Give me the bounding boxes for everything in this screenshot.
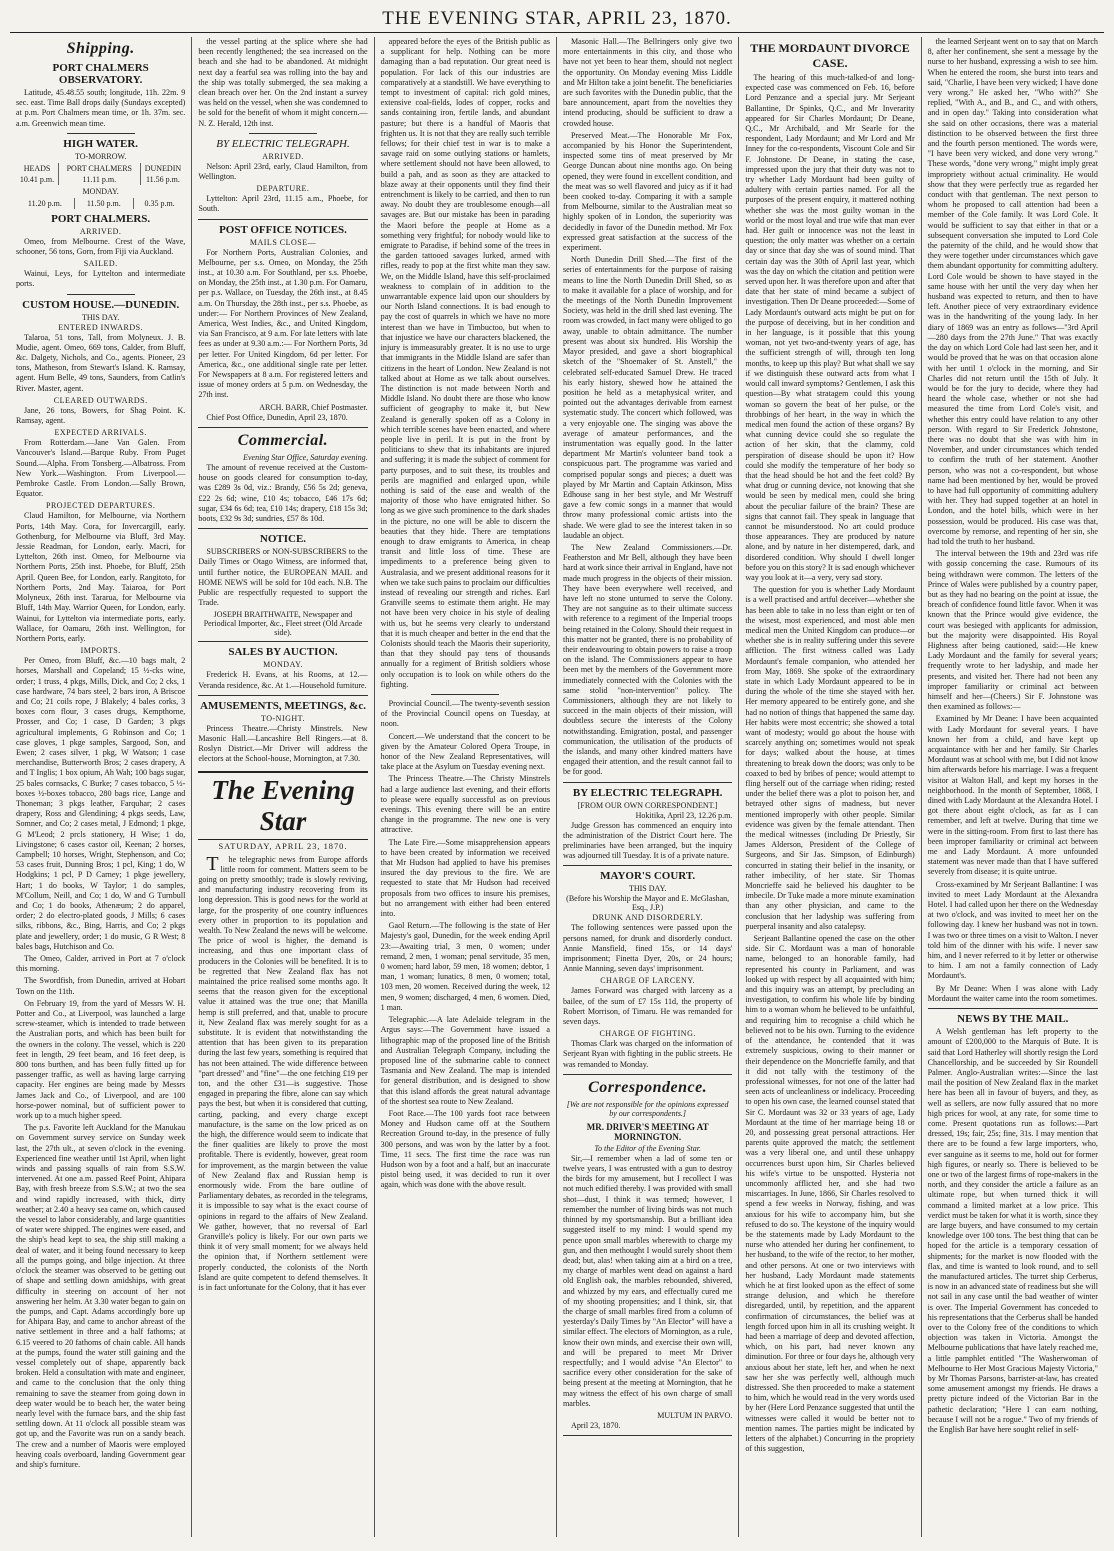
drunk-text: The following sentences were passed upon the persons named, for drunk and disorderly conduct. Annie Mansfield, fined 15s, or 14 days' imprisonment; Finetta Dyer, 20s, or 24 hours; Annie Manning, seven days' imprisonment. <box>562 923 733 974</box>
news-item: The Late Fire.—Some misapprehension appears to have been created by information we received that Mr Hudson had applied to have his premises insured the day previous to the fire. We are requested to state that Mr Hudson had received proposals from two offices to insure his premises, but no arrangement with either had been entered into. <box>380 837 550 919</box>
fight-label: CHARGE OF FIGHTING. <box>599 1029 696 1039</box>
divorce-continued: the learned Serjeant went on to say that on March 8, after her confinement, she sent a message by the nurse to her husband, expressing a wish to see him. When he entered the room, she burst into tears and said, "Charlie, I have been very wicked; I have done very wrong." He asked her, "Who with?" She replied, "With A., and B., and C., and with others, and in open day." Taking into consideration what she said on other occasions, there was a material distinction to be observed between the first three and the fourth person mentioned. The words were, "I have been very wicked, and done very wrong." These words, "done very wrong," might imply great impropriety without actual criminality. He would show that they were perfectly true as regarded her conduct with that gentleman. The next person to whom he proposed to call attention had been a member of the Cole family. It was Lord Cole. It would be sufficient to say that either in that or a subsequent conversation she imputed to Lord Cole the paternity of the child, and he would show that they were together under circumstances which gave them abundant opportunity for committing adultery. Lord Cole would be shown to have stayed in the same house with her until the very day when her husband was expected to return, and then to have left. Another piece of very extraordinary evidence was in the handwriting of the young lady. In her diary of 1869 was an entry as follows—"3rd April—280 days from the 27th June." That was exactly the day on which Lord Cole had last seen her, and it would be proved that he was on that occasion alone with her until 1 o'clock in the morning, and Sir Charles did not return until the 15th of July. It would be for the jury to decide, where they had heard the whole case, whether or not she had measured the time from Lord Cole's visit, and whether this entry could have relation to any other person. With regard to Sir Frederick Johnstone, there was no doubt that she was with him in November, and under circumstances which tended to confirm the truth of her statement. Another person, who was not a co-respondent, but whose name had been mentioned by her, would be proved to have had full opportunity of committing adultery with her. They had supped together at an hotel in London, and the hotel bills, which were in her possession, would be produced. His case was that, overcome by remorse, and repenting of her sin, she had told the truth to her husband. <box>927 37 1098 546</box>
columns <box>10 37 1104 1537</box>
shipping-news: The Swordfish, from Dunedin, arrived at Hobart Town on the 11th. <box>16 976 186 996</box>
tide-col-dunedin: DUNEDIN <box>144 163 182 173</box>
projected-label: PROJECTED DEPARTURES. <box>46 501 156 511</box>
auction-day: MONDAY. <box>263 660 303 670</box>
tide-row-tomorrow <box>16 174 185 185</box>
divider <box>431 694 499 695</box>
tide-cell: 10.41 p.m. <box>16 174 59 185</box>
tide-cell: 11.20 p.m. <box>16 198 74 209</box>
news-item: Telegraphic.—A late Adelaide telegram in the Argus says:—The Government have issued a lithographic map of the proposed line of the British and Australian Telegraph Company, including the proposed line of the submarine cable to connect Tasmania and New Zealand. The map is intended for general distribution, and is designed to show that this island affords the great natural advantage of the shortest sea route to New Zealand. <box>380 1015 550 1106</box>
amusements-heading: AMUSEMENTS, MEETINGS, &c. <box>200 699 366 712</box>
letter-heading: MR. DRIVER'S MEETING AT MORNINGTON. <box>586 1121 709 1142</box>
tide-cell: 0.35 p.m. <box>144 198 175 208</box>
imports-text: Per Omeo, from Bluff, &c.—10 bags malt, 2 horses, Marshall and Copeland; 15 ½-cks wine, order; 1 truss, 4 pkgs, Mills, Dick, and Co; 2 cks, 1 case hardware, 74 bars steel, 2 bars iron, A Briscoe and Co; 21 coils rope, J Blakely; 4 bales corks, 3 boxes corn flour, 3 cases drugs, Kempthorne, Prosser, and Co; 1 case, D Garden; 3 pkgs agricultural implements, G Robinson and Co; 1 case gloves, 1 pkge samples, Sargood, Son, and Ewen; 2 cases silver, 1 pkg, W Watson; 1 case merchandise, Butterworth Bros; 2 cases drapery, A and T Inglis; 1 box opium, Ah Wah; 100 bags sugar, 25 bales cornsacks, C Burke; 7 cases tobacco, 5 ½-boxes ½-boxes tobacco, 280 bags rice, Lange and Thoneman; 3 pkgs leather, Farquhar; 2 cases drapery, Ross and Glendining; 4 pkgs seeds, Law, Somner, and Co; 2 cases metal, J Edmond; 1 pkge, G M'Leod; 2 prcls stationery, H Wise; 1 do, Livingstone; 6 cases castor oil, Keenan; 2 horses, Campbell; 10 horses, Wright, Stephenson, and Co; 53 cases fruit, Dunning Bros; 1 pcl, King; 1 do, W Hodgkins; 1 pcl, P D Carney; 1 pkge jewellery, Hart; 1 do books, W Taylor; 1 do samples, M'Collum, Neill, and Co; 1 do, W and G Turnbull and Co; 1 do books, Athenæum; 2 do apparel, order; 2 do electro-plated goods, J Mills; 6 cases silks, ribbons, &c., Bing, Harris, and Co; 2 pkgs plate and jewellery, order; 1 do music, G R West; 8 bales bags, Hutchison and Co. <box>16 656 186 951</box>
divider <box>928 1008 1098 1009</box>
amusements-text: Princess Theatre.—Christy Minstrels. New Masonic Hall.—Lancashire Bell Ringers.—at 8. Roslyn District.—Mr Driver will address the electors at the School-house, Mornington, at 7.30. <box>198 723 368 764</box>
news-item: Gaol Return.—The following is the state of Her Majesty's gaol, Dunedin, for the week ending April 23:—Awaiting trial, 3 men, 0 women; under remand, 2 men, 1 woman; penal servitude, 35 men, 0 women; hard labor, 59 men, 18 women; debtor, 1 man, 1 woman; lunatics, 8 men, 0 women; total, 103 men, 20 women. Received during the week, 12 men, 9 women; discharged, 4 men, 6 women. Died, 1 man. <box>380 921 550 1012</box>
letter-date: April 23, 1870. <box>570 1420 621 1430</box>
entered-text: Talaroa, 51 tons, Tall, from Molyneux. J. B. Mudie, agent. Omeo, 669 tons, Calder, from Bluff, &c. Dalgety, Nichols, and Co., agents. Pioneer, 23 tons, Matheson, from Stewart's Island. K. Ramsay, agent. Hum Belle, 49 tons, Saunders, from Catlin's River. Master, agent. <box>16 332 186 393</box>
amusements-day: TO-NIGHT. <box>261 713 305 723</box>
divorce-continued: Examined by Mr Deane: I have been acquainted with Lady Mordaunt for several years. I have known her from a child, and have kept up acquaintance with her and her family. Sir Charles Mordaunt was at school with me, but I did not know him afterwards before his marriage. I was a frequent visitor at Walton Hall, and kept my horses in the neighborhood. In the month of September, 1868, I dined with Lady Mordaunt at the Alexandra Hotel. I got there about eight o'clock, as far as I can remember, and left at twelve. During that time we were in the sitting-room. From first to last there has been improper familiarity or criminal act between me and Lady Mordaunt. A more unfounded statement was never made than that I have suffered severely from disease; it is quite untrue. <box>927 714 1098 877</box>
auction-text: Frederick H. Evans, at his Rooms, at 12.—Veranda residence, &c. At 1.—Household furniture. <box>198 670 368 690</box>
telegraph-arrived-text: Nelson: April 23rd, early, Claud Hamilton, from Wellington. <box>198 161 368 182</box>
divider <box>198 219 367 220</box>
mail-text: A Welsh gentleman has left property to the amount of £200,000 to the Marquis of Bute. It is said that Lord Hatherley will shortly resign the Lord Chancellorship, and be succeeded by Sir Roundell Palmer. Anglo-Australian writes:—Since the last mail the position of New Zealand flax in the market here has been all in favour of buyers, and they, as well as sellers, are now fully assured that no more high prices for wool, at any rate, for some time to come. Present quotations run as follows:—Part dressed, 19s; fair, 25s; fine, 31s. I may mention that there are to be found a few large importers, who, ever sanguine as it seems to me, hold out for former high figures, or nearly so. There is believed to be one or two of the largest firms of rope-makers in the north, and they consider the article a failure as an ultimate rope, but when turned thick it will command a limited market at a low price. This verdict must be taken for what it is worth, since they are large buyers, and have consumed to my certain knowledge over 100 tons. The best thing that can be hoped for the article is a temporary cessation of shipments; for the market is now flooded with the flax, and time is wanted to look round, and to sell the manufactured articles. The turret ship Cerberus, is now in an advanced state of readiness but she will not sail in any case until the bad weather of winter is over. The Imperial Government has conceded to his representations that the Cerberus shall be handed over to the Colony free of the conditions to which objection was taken in Victoria. Amongst the Melbourne publications that have lately reached me, a little pamphlet entitled "The Washerwoman of Melbourne to Her Most Gracious Majesty Victoria," by Mr Thomas Parsons, barrister-at-law, has created some amusement amongst my friends. He draws a pretty picture indeed of the Victorian Bar in the pathetic declaration; "Here I can earn nothing, because I will not be a rogue." Two of my friends of the English Bar have here sought relief in self- <box>927 1027 1098 1435</box>
letter-to: To the Editor of the Evening Star. <box>594 1143 701 1153</box>
tide-col-heads: HEADS <box>16 163 59 174</box>
telegraph-departure-text: Lyttelton: April 23rd, 11.15 a.m., Phoebe, for South. <box>198 194 368 214</box>
mayor-court-day: THIS DAY. <box>628 884 667 894</box>
divider <box>563 1435 732 1436</box>
divider <box>563 1074 732 1075</box>
projected-text: Claud Hamilton, for Melbourne, via Northern Ports, 14th May. Cora, for Invercargill, early. Gothenburg, for Melbourne via Bluff, 3rd May. Jessie Readman, for London, early. Macri, for Lyttelton, 26th inst. Omeo, for Melbourne via Northern Ports, 25th inst. Phoebe, for Bluff, 25th April. Queen Bee, for London, early. Rangitoto, for Northern Ports, 2nd May. Taiaroa, for Port Molyneux, 26th inst. Tararua, for Melbourne via Bluff, 14th May. Warrior Queen, for London, early. Wainui, for Lyttelton via intermediate ports, early. Wallace, for Oamaru, 26th inst. Wellington, for Northern Ports, early. <box>16 511 186 643</box>
column-1 <box>10 37 192 1537</box>
telegraph-arrived-label: ARRIVED. <box>262 151 304 161</box>
column-3 <box>375 37 557 1537</box>
paper-date: SATURDAY, APRIL 23, 1870. <box>218 841 348 851</box>
commercial-heading: Commercial. <box>237 431 329 449</box>
entered-label: ENTERED INWARDS. <box>58 322 144 332</box>
news-item: Preserved Meat.—The Honorable Mr Fox, accompanied by his Honor the Superintendent, inspected some tins of meat preserved by Mr George Duncan about nine months ago. On being opened, they were found in excellent condition, and the meat was so well flavored and juicy as if it had been cooked to-day. Comparing it with a sample from Melbourne, similar to the Australian meat so highly spoken of in London, the superiority was decidedly in favor of the Dunedin method. Mr Fox expressed great satisfaction at the success of the experiment. <box>562 130 733 253</box>
divider <box>249 133 317 134</box>
divider <box>563 865 732 866</box>
telegraph-heading: BY ELECTRIC TELEGRAPH. <box>216 137 350 150</box>
column-6 <box>922 37 1104 1537</box>
divider <box>67 133 135 134</box>
letter-sign: MULTUM IN PARVO. <box>657 1410 733 1420</box>
commercial-text: The amount of revenue received at the Custom-house on goods cleared for consumption to-day, was £289 3s 0d, viz.: Brandy, £56 5s 2d; geneva, £22 2s 6d; wine, £10 4s; tobacco, £46 17s 6d; sugar, £34 6s 6d; tea, £10 14s; drapery, £18 15s 3d; boots, £32 9s 3d; sundries, £57 8s 10d. <box>198 462 368 523</box>
arrived-label: ARRIVED. <box>79 226 122 236</box>
news-item: North Dunedin Drill Shed.—The first of the series of entertainments for the purpose of raising means to line the North Dunedin Drill Shed, so as to make it available for a place of worship, and for the meetings of the North Dunedin Improvement Society, was held in the drill shed last evening. The room was crowded, in fact many were obliged to go away, unable to obtain admittance. The number present was about six hundred. His Worship the Mayor presided, and gave a short biographical sketch of the "Shoemaker of St. Anstell," the celebrated self-educated Samuel Drew. He traced his early history, shewed how he attained the position he held as a metaphysical writer, and pointed out the advantages derivable from earnest systematic study. The concert which followed, was a very enjoyable one. The singing was above the average of amateur performances, and the instrumentation was equally good. In the latter department Mr Martin's volunteer band took a conspicuous part. The programme was varied and comprised popular songs and pieces; a duett was played by Mr Martin and Captain Atkinson, Miss Edhouse sang in her best style, and Mr Westruff gave a few comic songs in a manner that would throw many professional comic artists into the shade. We were glad to see the interest taken in so laudable an object. <box>562 255 733 540</box>
editorial-continued: appeared before the eyes of the British public as a supplicant for help. Nothing can be more damaging than a bad reputation. Our great need is population. For lack of this our industries are comparatively at a standstill. We have everything to tempt to investment of capital: rich gold mines, extensive coal-fields, lodes of copper, rocks and sands containing iron, fertile lands, and abundant pasture; but there is a handful of Maoris that frighten us. It is not that they are really such terrible fellows; for their chief test in war is to make a savage raid on some outlying stations or hamlets, where settlement should not have been allowed, to build a pah, and as soon as they are attacked to blaze away at their opponents until they find their entrenchment is likely to be carried, and then to run away. No doubt they are troublesome enough—all savages are. But our mistake has been in parading the Maori before the people at Home as a something very frightful; for nobody would like to emigrate to Paradise, if behind some of the trees in the garden tattooed savages lurked, armed with rifles, ready to pop at the first white man they saw. We, on the Middle Island, have this self-proclaimed weakness to complain of in addition to the unwarrantable expence laid upon our shoulders by our North Island connections. It is bad enough to pay the cost of quarrels in which we have no more interest than we have in Timbuctoo, but when to that injustice we have our characters blackened, the injury is immeasurably greater. It is no use to urge that immigrants in the Middle Island are safer than citizens in the heart of London. New Zealand is not talked about at Home as we talk about ourselves. The distinction is not made between North and Middle Island. No doubt there are those who know sufficient of geography to make it, but New Zealand is generally spoken off as a Colony in which terrible scenes have been enacted, and where people live in peril. It is put in the front by politicians to shew that its inhabitants are injured and suffering; it is made the subject of comment for party purposes, and to suit these, its troubles and perils are magnified and enlarged upon, while nothing is said of the ease and wealth of the majority of those who have emigrated hither. So long as we give such prominence to the dark shades in the picture, no one will be able to discern the beauties that they hide. There are temptations enough to draw emigrants to America, in cheap transit and little loss of time. These are impediments to a preference being given to Australasia, and we present additional reasons for it when we take such pains to proclaim our difficulties instead of revealing our strength and riches. Earl Granville seems to estimate them aright. He may not have been very choice in his style of dealing with us, but he seems very clearly to understand that it is much cheaper and better in the end that the Colonists should teach the Maoris their superiority, than that they should pay tens of thousands annually for a regiment of British soldiers whose only occupation is to look on while others do the fighting. <box>380 37 550 689</box>
cleared-text: Jane, 26 tons, Bowers, for Shag Point. K. Ramsay, agent. <box>16 405 186 426</box>
news-item: Foot Race.—The 100 yards foot race between Money and Hudson came off at the Southern Recreation Ground to-day, in the presence of fully 300 persons, and was won by the latter by a foot. Time, 11 secs. The first time the race was run Hudson won by a foot and a half, but an inaccurate pistol being used, it was decided to run it over again, which was done with the above result. <box>380 1108 550 1190</box>
sailed-label: SAILED. <box>83 259 118 269</box>
divider <box>198 641 367 642</box>
tide-table-monday <box>16 198 185 209</box>
cleared-label: CLEARED OUTWARDS. <box>53 395 148 405</box>
paper-title: The Evening Star <box>198 771 367 840</box>
divorce-continued: The interval between the 19th and 23rd was rife with gossip concerning the case. Rumours of its being withdrawn were common. The letters of the Prince of Wales were published by a country paper, but as they had no bearing on the point at issue, the breach of confidence found little favor. When it was known that the Prince would give evidence, the court was besieged with applicants for admission, but the majority were disappointed. His Royal Highness after being cautioned, said:—He knew Lady Mordaunt and the family for several years; frequently wrote to her ladyship, and made her presents, and visited her. There had not been any improper familiarity or criminal act between himself and her—(Cheers.) Sir F. Johnstone was then examined as follows:— <box>927 549 1098 712</box>
notice-sign: JOSEPH BRAITHWAITE, Newspaper and Periodical Importer, &c., Fleet street (Old Arcade side). <box>203 610 363 638</box>
drunk-label: DRUNK AND DISORDERLY. <box>592 913 703 923</box>
divider <box>563 782 732 783</box>
tide-cell: 11.11 p.m. <box>59 174 140 185</box>
observatory-text: Latitude, 45.48.55 south; longitude, 11h. 22m. 9 sec. east. Time Ball drops daily (Sundays excepted) at p.m. Port Chalmers mean time, or 1h. 37m. sec. a.m. Greenwich mean time. <box>16 88 186 128</box>
tide-header-row <box>16 163 185 174</box>
telegraph-heading: BY ELECTRIC TELEGRAPH. <box>572 786 723 799</box>
tide-heading: HIGH WATER. <box>63 137 139 150</box>
divorce-text: The hearing of this much-talked-of and long-expected case was commenced on Feb. 16, before Lord Penzance and a special jury. Mr Serjeant Ballantine, Dr Spinks, Q.C., and Mr Inverarity appeared for Sir Charles Mordaunt; Dr Deane, Q.C., Mr Archibald, and Mr Searle for the respondent, Lady Mordaunt; and Mr Lord and Mr Inney for the co-respondents, Viscount Cole and Sir F. Johnstone. Dr Deane, in stating the case, impressed upon the jury that their duty was not to try whether Lady Mordaunt had been guilty of adultery with certain parties named. For all the purposes of the present enquiry, it mattered nothing whether she was the most guilty woman in the world or the most loyal and true wife that man ever had. Her guilt or innocence was not the least in question; the only matter was whether on a certain day or since that day she was of sound mind. That certain day was the 30th of April last year, which was the day on which the citation and petition were served upon her. It was therefore upon and after that date that her state of mind became a subject of investigation. Then Dr Deane proceeded:—Some of Lady Mordaunt's outward acts might be put on for the purpose of deceiving, but in her condition and in her language, is it possible that this young woman, not yet two-and-twenty years of age, has the sufficient strength of will, through ten long months, to keep up this play? But what shall we say if we distinguish these outward acts from what I would call inward symptoms? Gentlemen, I ask this question—By what stratagem could this young woman so govern the beat of her pulse, or the throbbings of her heart, in the way in which the medical men found the action of these organs? By what cunning device could she so regulate the action of her skin, that the clammy, cold perspiration of disease should be upon it? How could she modify the temperature of her body so that the head should be hot and the feet cold? By what drug or cunning device, not knowing that she would be seen by medical men, could she bring about the peculiar failure of the brain? These are signs that cannot fail. They speak in language that cannot be misunderstood. No art could produce those appearances. They are produced by nature alone, and by nature in her distempered, dark, and disordered condition. Why should I dwell longer before you on this story? It is sad enough whichever way you look at it—a very, very sad story. <box>745 73 915 582</box>
expected-label: EXPECTED ARRIVALS. <box>54 428 147 438</box>
tide-monday-label: MONDAY. <box>82 186 119 196</box>
mayor-court-before: (Before his Worship the Mayor and E. McGlashan, Esq., J.P.) <box>566 894 730 913</box>
shipping-news: The Omeo, Calder, arrived in Port at 7 o'clock this morning. <box>16 954 186 974</box>
divorce-continued: By Mr Deane: When I was alone with Lady Mordaunt the waiter came into the room sometimes. <box>927 983 1098 1003</box>
telegraph-departure-label: DEPARTURE. <box>256 184 310 194</box>
observatory-heading: PORT CHALMERS OBSERVATORY. <box>52 62 149 86</box>
notice-text: SUBSCRIBERS or NON-SUBSCRIBERS to the Daily Times or Otago Witness, are informed that, until further notice, the EUROPEAN MAIL and HOME NEWS will be sold for 10d each. N.B. The Public are respectfully requested to support the Trade. <box>198 547 368 608</box>
letter-text: Sir,—I remember when a lad of some ten or twelve years, I was entrusted with a gun to destroy the birds for my amusement, but I recollect I was not much edified thereby. I was provided with small shot—dust, I think it was termed; however, I remember the number of living birds was not much thinned by my sportsmanship. But a brilliant idea suggested itself to my mind: I would spend my pence upon small marbles wherewith to charge my gun, and then methought I would surely shoot them dead; but, alas! when taking aim at a bird on a tree, my charge of marbles went dead on against a hard old English oak, the marbles rebounded, shivered, and whizzed by my ears, and effectually cured me of my shooting propensities; and I think, sir, that the charge of small marbles fired from a column of yesterday's Daily Times by "An Elector" will have a similar effect. The electors of Mornington, as a rule, know their own minds, and exercise their own will, and will be prepared to meet Mr Driver respectfully; and I would advise "An Elector" to sacrifice every other consideration for the sake of being present at the meeting at Mornington, that he may witness the effect of his own charge of small marbles. <box>562 1153 733 1408</box>
news-item: The New Zealand Commissioners.—Dr. Featherston and Mr Bell, although they have been hard at work since their arrival in England, have not made much progress in the objects of their mission. They have been everywhere well received, and have left no stone unturned to serve the Colony. They are not sanguine as to their ultimate success with reference to a regiment of the Imperial troops being retained in the Colony. Should their request in this matter not be granted, there is no probability of their endeavouring to obtain powers to raise a troop on the island. The Commissioners appear to have been met by the members of the Government more immediately connected with the Colonies with the same stolid "non-intervention" policy. The Commissioners, although they are not likely to succeed in the main objects of their mission, will doubtless secure the interests of the Colony notwithstanding. Emigration, postal, and passenger communication, the utilisation of the products of the islands, and many other kindred matters have engaged their attention, and the result cannot fail to be for good. <box>562 542 733 777</box>
tide-row-monday <box>16 198 185 209</box>
expected-text: From Rotterdam.—Jane Van Galen. From Vancouver's Island.—Barque Ruby. From Puget Sound.—Alpha. From Tonsberg.—Albatross. From New York.—Washington. From Liverpool.—Pembroke Castle. From London.—Sally Brown, Equator. <box>16 438 186 499</box>
post-office-sign: ARCH. BARR, Chief Postmaster. <box>259 402 368 412</box>
tide-col-port: PORT CHALMERS <box>59 163 140 174</box>
divider <box>198 528 367 529</box>
fight-text: Thomas Clark was charged on the information of Serjeant Ryan with fighting in the public streets. He was remanded to Monday. <box>562 1039 733 1069</box>
telegraph-place: Hokitika, April 23, 12.26 p.m. <box>635 810 733 820</box>
post-office-text: For Northern Ports, Australian Colonies, and Melbourne, per s.s. Omeo, on Monday, the 25th inst., at 10.30 a.m. For Southland, per s.s. Phoebe, on Monday, the 25th inst., at 1.30 p.m. For Oamaru, per p.s. Wallace, on Tuesday, the 26th inst., at 8.45 a.m. On Thursday, the 28th inst., per s.s. Phoebe, as under:— For Northern Provinces of New Zealand, America, West Indies, &c., and United Kingdom, via San Francisco, at 9 a.m. For late letters with late fees as under at 9.30 a.m.:— For Northern Ports, 3d per letter. For United Kingdom, 6d per letter. For America, &c., one additional single rate per letter. For Newspapers at 8 a.m. For registered letters and issue of money orders at 5 p.m. on Wednesday, the 27th inst. <box>198 247 368 400</box>
mail-heading: NEWS BY THE MAIL. <box>957 1013 1069 1026</box>
divorce-text: The question for you is whether Lady Mordaunt is a well practised and artful deceiver—whether she has been able to take in no less than eight or ten of the wisest, most experienced, and most able men medical men the United Kingdom can produce—or whether she is in reality suffering under this severe affliction. The first witness called was Lady Mordaunt's female companion, who attended her from May, 1869. She spoke of the extraordinary state in which Lady Mordaunt appeared to be in during the whole of the time she stayed with her. Her memory appeared to be entirely gone, and she had no notion of things that happened the same day. Her habits were most eccentric; she showed a total want of modesty; would go about the house with scarcely anything on; sometimes would not speak for days; walked about the house, at times threatening to break down the doors; was only to be coaxed to bed by bribes of pence; would attempt to fling herself out of the carriage when riding; rested under the belief there was a plot to poison her, and betrayed other signs of madness, but never mentioned improperly with other people. Similar evidence was given by the female attendant. Then the medical witnesses (including Dr Priestly, Sir James Alderson, President of the College of Surgeons, and Sir Jas. Simpson, of Edinburgh) concurred in stating their belief in the insanity, or rather imbecility, of her state. Sir Thomas Moncrieffe said he believed his daughter to be imbecile. Dr Tuke made a more minute examination than any other physician, and came to the conclusion that her ladyship was suffering from puerperal insanity and also catalepsy. <box>745 585 915 931</box>
tide-cell: 11.50 p.m. <box>74 198 133 209</box>
sailed-text: Wainui, Leys, for Lyttelton and intermediate ports. <box>16 269 186 289</box>
commercial-office: Evening Star Office, Saturday evening. <box>243 452 368 462</box>
post-office-heading: POST OFFICE NOTICES. <box>219 223 347 236</box>
news-item: Provincial Council.—The twenty-seventh session of the Provincial Council opens on Tuesday, at noon. <box>380 699 550 729</box>
tide-table <box>16 163 185 185</box>
custom-day: THIS DAY. <box>81 312 120 322</box>
news-item: Concert.—We understand that the concert to be given by the Amateur Colored Opera Troupe, in honor of the New Zealand Representatives, will take place at the Asylum on Tuesday evening next. <box>380 731 550 772</box>
column-2 <box>192 37 374 1537</box>
divider <box>198 695 367 696</box>
custom-heading: CUSTOM HOUSE.—DUNEDIN. <box>22 298 180 311</box>
shipping-news: On February 19, from the yard of Messrs W. H. Potter and Co., at Liverpool, was launched a large screw-steamer, which is intended to trade between the Australian ports, and which has been built for the owners in the colony. The vessel, which is 220 feet in length, 29 feet beam, and 16 feet deep, is 800 tons burthen, and has been fully fitted up for passenger traffic, as well as having large carrying capacity. Her engines are being made by Messrs James Jack and Co., of Liverpool, and are 100 horse-power nominal, but of sufficient power to work up to a much higher speed. <box>16 998 186 1121</box>
telegraph-text: Judge Gresson has commenced an enquiry into the administration of the District Court here. The preliminaries have been arranged, but the inquiry was adjourned till Tuesday. It is of a private nature. <box>562 820 733 861</box>
news-item: The Princess Theatre.—The Christy Minstrels had a large audience last evening, and their efforts to please were equally successful as on previous evenings. This evening there will be an entire change in the programme. The new one is very attractive. <box>380 774 550 835</box>
tide-tomorrow-label: TO-MORROW. <box>74 151 127 161</box>
editorial-text: The telegraphic news from Europe affords little room for comment. Matters seem to be going on pretty smoothly; trade is slowly reviving, and manufacturing industry recovering from its long depression. This is good news for the world at large, for the prosperity of one country influences every other in proportion to its population and wealth. To New Zealand the news will be welcome. The price of wool is higher, the demand is increasing, and thus one important class of producers in the Colonies will be benefited. It is to be regretted that New Zealand flax has not maintained the price realised some months ago. It seems that the reason given for the exceptional value it attained was the true one; that Manilla hemp is still preferred, and that, unable to procure it, New Zealand flax was merely sought for as a substitute. It is evident that notwithstanding the attention that has been given to its preparation during the last few years, something is required that has not been attained. The wide difference between "part dressed" and "fine"—the one fetching £19 per ton, and the other £31—is suggestive. Those engaged in preparing the fibre, alone can say which pays the best, but when it is considered that cutting, carting, packing, and every charge except manufacture, is the same on the low priced as on the high, the difference would seem to indicate that the finer qualities are likely to prove the most profitable. There is evidently, however, great room for improvement, as the margin between the value of New Zealand flax and Russian hemp is enormously wide. From the bare outline of Parliamentary debates, as recorded in the telegrams, it is impossible to say what is the exact course of opinions in regard to the affairs of New Zealand. We gather, however, that no reversal of Earl Granville's policy is likely. For our own parts we think it of very small moment; for we always held the opinion that, if Northern settlement were properly conducted, the colonists of the North Island are quite competent to defend themselves. It is in fact unfortunate for the Colony, that it has ever <box>198 852 368 1293</box>
post-office-date: Chief Post Office, Dunedin, April 23, 1870. <box>206 412 348 422</box>
tide-cell: 11.56 p.m. <box>145 174 180 184</box>
shipping-heading: Shipping. <box>66 40 135 57</box>
post-office-sub: MAILS CLOSE— <box>249 237 317 247</box>
divorce-text: Serjeant Ballantine opened the case on the other side. Sir C. Mordaunt was a man of honorable name, belonged to an honorable family, had represented his county in Parliament, and was looked up with respect by all acquainted with him; and this inquiry was an attempt, by precluding an investigation, to confirm his whole life by binding him to a woman whom he believed to be unfaithful, and requiring him to recognise a child which he believed not to be his own. Turning to the evidence of the attendance, he contended that it was extremely suspicious, owing to their manner or their dependence on the Moncrieffe family, and that it did not tally with the testimony of the professional witnesses, for not one of the latter had seen acts of uncleanliness or indelicacy. Proceeding to open his own case, the learned counsel stated that Sir C. Mordaunt was 32 or 33 years of age, Lady Mordaunt at the time of her marriage being 18 or 20, and possessing great personal attractions. Her parents quite approved the match; the settlement was a very liberal one, and until these unhappy occurrences burst upon him, Sir Charles believed his wife's virtue to be unspotted. Hysteria not uncommonly afflicted her, and she had two miscarriages. In June, 1866, Sir Charles resolved to spend a few weeks in Norway, fishing, and was anxious for his wife to accompany him, but she refused to do so. The keystone of the inquiry would be the statements made by Lady Mordaunt to the nurse who attended her during her confinement, to her husband, to the wife of the rector, to her mother, and other persons. At one or two interviews with her husband, Lady Mordaunt made statements which he at first looked upon as the effect of some strange delusion, and which he therefore disregarded, until, by repetition, and the apparent confirmation of circumstances, the belief was at length forced upon him in all its crushing weight. It had been a marriage of deep and devoted affection, which, on his part, had never known any diminution. For three or four days he, although very anxious about her state, left her, and when he next saw her she was perfectly well, although much distressed. She then proceeded to make a statement to him, which he would read in the very words used by her (Here Lord Penzance suggested that until the witnesses were called it would be better not to mention names. The parties might be indicated by letters of the alphabet.) Concurring in the propriety of this suggestion, <box>745 934 915 1454</box>
telegraph-sub: [FROM OUR OWN CORRESPONDENT.] <box>577 800 718 810</box>
larceny-label: CHARGE OF LARCENY. <box>600 976 696 986</box>
divider <box>198 427 367 428</box>
column-4 <box>557 37 739 1537</box>
arrived-text: Omeo, from Melbourne. Crest of the Wave, schooner, 56 tons, Gorn, from Fiji via Auckland. <box>16 236 186 257</box>
mayor-court-heading: MAYOR'S COURT. <box>600 870 696 883</box>
imports-label: IMPORTS. <box>80 646 121 656</box>
larceny-text: James Forward was charged with larceny as a bailee, of the sum of £7 15s 11d, the property of Robert Morrison, of Timaru. He was remanded for seven days. <box>562 986 733 1027</box>
port-heading: PORT CHALMERS. <box>51 212 151 225</box>
auction-heading: SALES BY AUCTION. <box>228 646 338 659</box>
page-masthead: THE EVENING STAR, APRIL 23, 1870. <box>382 8 732 29</box>
divorce-heading: THE MORDAUNT DIVORCE CASE. <box>750 41 910 70</box>
shipping-continued: the vessel parting at the splice where she had been recently lengthened; the sea increased on the beach and she had to be abandoned. At midnight next day a fearful sea was rolling into the bay and the ship was totally submerged, the sea making a clean breach over her. On the 2nd instant a survey was held on the vessel, when she was condemned to be sold for the benefit of whom it might concern.—N. Z. Herald, 12th inst. <box>198 37 368 128</box>
shipping-news: The p.s. Favorite left Auckland for the Manukau on Government survey service on Sunday week last, the 27th ult., at seven o'clock in the evening. Experienced fine weather until 1st April, when light winds and passing squalls of rain from S.S.W. intervened. At one a.m. passed Reef Point, Ahipara Bay, with fresh breeze from S.S.W.; at two the sea and wind rapidly increased, with thick, dirty weather; at 2.40 a heavy sea came on, which caused the vessel to labor considerably, and large quantities of water were shipped. The engines were eased, and the ship's head kept to sea, the ship still making a deal of water, and it being found necessary to keep all the pumps going, and bilge injection. At three o'clock the steamer was observed to be getting out of shape and settling down amidships, with great difficulty in steering on account of her not answering her helm. At 3.30 water began to gain on the pumps, and Capt. Adams accordingly bore up for Ahipara Bay, and came to anchor abreast of the native settlement in three and a half fathoms; at 6.15 veered to 20 fathoms of chain cable. All hands at the pumps, found the water still gaining and the vessel completely out of shape, apparently back broken. Held a consultation with mate and engineer, and came to the conclusion that the only thing remaining to save the steamer from going down in deep water would be to beach her, the water being nearly level with the furnace bars, and the ship fast settling down. At 11 o'clock all possible steam was got up, and the Favorite was run on a sandy beach. The crew and a number of Maoris were employed heaving coals overboard, landing Government gear and ship's furniture. <box>16 1123 186 1469</box>
correspondence-note: [We are not responsible for the opinions expressed by our correspondents.] <box>566 1099 729 1118</box>
news-item: Masonic Hall.—The Bellringers only give two more entertainments in this city, and those who have not yet been to hear them, should not neglect the opportunity. On Monday evening Miss Liddle and Mr Hilton take a joint benefit. The beneficiaries are such favorites with the Dunedin public, that the bare announcement, apart from the novelties they intend producing, should be sufficient to draw a crowded house. <box>562 37 733 128</box>
correspondence-heading: Correspondence. <box>588 1078 708 1096</box>
divider <box>67 294 135 295</box>
divorce-continued: Cross-examined by Mr Serjeant Ballantine: I was invited to meet Lady Mordaunt at the Alexandra Hotel. I had called upon her there on the Wednesday at two o'clock, and was invited to meet her on the following day. I knew her husband was not in town. I was two or three times on a visit to Walton. I never told him of the dinner with his wife. I never saw him, and I never referred to it by letter or otherwise to him. I am not a family connection of Lady Mordaunt's. <box>927 879 1098 981</box>
column-5 <box>739 37 921 1537</box>
notice-heading: NOTICE. <box>259 533 307 546</box>
masthead-rule <box>10 32 1104 33</box>
